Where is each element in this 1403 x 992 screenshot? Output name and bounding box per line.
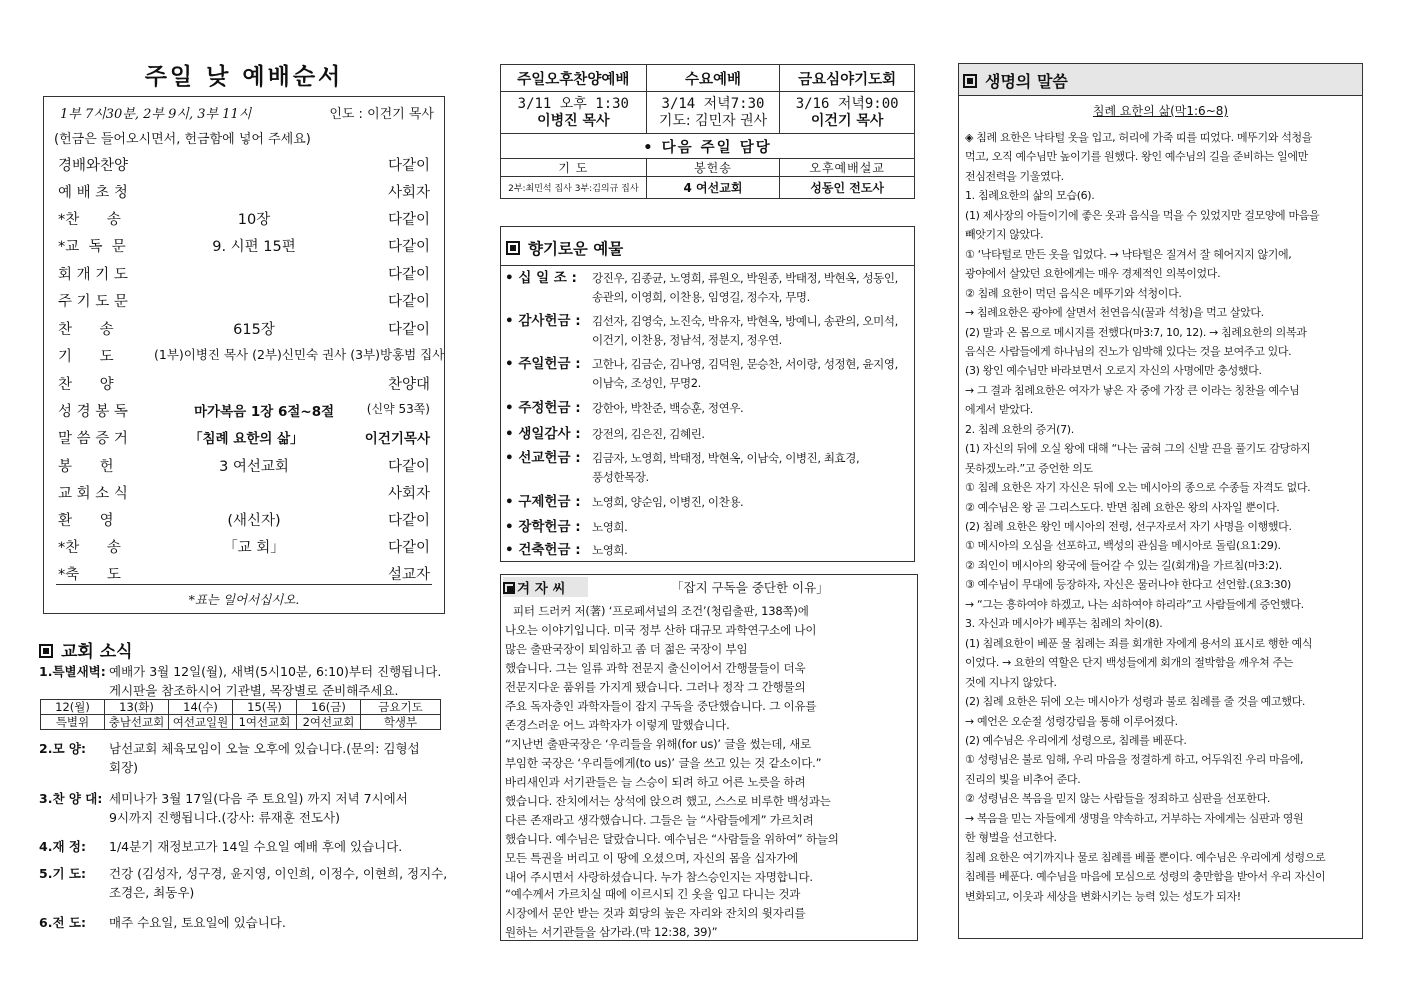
order-label: 찬 양 (58, 377, 114, 393)
order-label: 찬 송 (58, 322, 114, 338)
offering-names: 김선자, 김영숙, 노진숙, 박유자, 박현옥, 방예니, 송관의, 오미석, (592, 314, 898, 328)
mustard-seed-label: 겨 자 씨 (517, 581, 566, 597)
sermon-line: (1) 침례요한이 베푼 물 침례는 죄를 회개한 자에게 용서의 표시로 행한 예식 (965, 636, 1313, 650)
next-role: 기 도 (501, 159, 647, 177)
news-label: 6.전 도: (39, 915, 86, 930)
table-cell: 특별위 (41, 715, 105, 730)
news-text: 조경은, 최동우) (109, 885, 195, 900)
next-role: 오후예배설교 (780, 159, 915, 177)
next-week-heading: • 다음 주일 담당 (501, 134, 915, 159)
offering-category: • 주정헌금 : (505, 400, 581, 416)
dawn-prayer-table (40, 699, 441, 730)
sermon-subtitle: 침례 요한의 삶(막1:6~8) (1092, 104, 1229, 118)
offering-category: • 감사헌금 : (505, 313, 581, 329)
order-label: 성 경 봉 독 (58, 404, 128, 420)
church-news-title: 교회 소식 (61, 642, 133, 662)
schedule-cell (780, 92, 915, 134)
order-performer: 다같이 (387, 212, 430, 228)
order-detail: 3 여선교회 (219, 459, 289, 475)
order-row (44, 536, 444, 563)
schedule-header: 수요예배 (646, 65, 780, 92)
service-leader: 인도 : 이건기 목사 (329, 107, 434, 122)
order-performer: 다같이 (387, 267, 430, 283)
text-line: 많은 출판국장이 퇴임하고 좀 더 젊은 국장이 부임 (505, 642, 748, 656)
schedule-cell (501, 92, 647, 134)
next-role: 봉헌송 (646, 159, 780, 177)
square-bullet-icon (503, 582, 515, 594)
text-line: “지난번 출판국장은 ‘우리들을 위해(for us)’ 글을 썼는데, 새로 (505, 737, 812, 751)
next-person: 2부:최민석 집사 3부:김의규 집사 (501, 177, 647, 199)
word-of-life-title: 생명의 말씀 (985, 72, 1068, 91)
order-row (44, 482, 444, 509)
order-row (44, 373, 444, 400)
order-performer: 다같이 (387, 540, 430, 556)
sermon-line: 3. 자신과 메시아가 베푸는 침례의 차이(8). (965, 617, 1163, 631)
text-line: 부임한 국장은 ‘우리들에게(to us)’ 글을 쓰고 있는 것 같소이다.” (505, 756, 822, 770)
offerings-heading (506, 237, 623, 259)
order-label: 기 도 (58, 349, 114, 365)
offering-names: 강전의, 김은진, 김혜린. (592, 427, 705, 441)
news-text: 9시까지 진행됩니다.(강사: 류재훈 전도사) (109, 810, 341, 825)
news-item (39, 662, 441, 700)
offering-names: 노영희. (592, 543, 628, 557)
table-cell: 14(수) (169, 700, 233, 715)
order-row (44, 181, 444, 208)
table-cell: 2여선교회 (297, 715, 361, 730)
order-performer: 다같이 (387, 239, 430, 255)
sermon-line: 변화되고, 이웃과 세상을 변화시키는 능력 있는 성도가 되자! (965, 889, 1241, 903)
schedule-table (500, 64, 915, 199)
order-performer: 다같이 (387, 322, 430, 338)
sermon-line: ① ‘낙타털로 만든 옷을 입었다. → 낙타털은 질겨서 잘 헤어지지 않기에, (965, 247, 1292, 261)
order-label: *교 독 문 (58, 239, 126, 255)
sermon-line: 에게서 받았다. (965, 403, 1033, 417)
order-row (44, 235, 444, 262)
order-label: *찬 송 (58, 540, 121, 556)
news-text: 남선교회 체육모임이 오늘 오후에 있습니다.(문의: 김형섭 (109, 741, 420, 756)
sermon-line: (2) 침례 요한은 뒤에 오는 메시아가 성령과 불로 침례를 줄 것을 예고했다. (965, 695, 1306, 709)
text-line: 전문지다운 품위를 가지게 됐습니다. 그러나 정작 그 간행물의 (505, 680, 806, 694)
order-performer: 다같이 (387, 294, 430, 310)
worship-order-box (43, 96, 445, 614)
news-item (39, 913, 286, 932)
text-line: “예수께서 가르치실 때에 이르시되 긴 옷을 입고 다니는 것과 (505, 887, 801, 901)
mustard-seed-paragraph (505, 735, 915, 773)
order-label: 교 회 소 식 (58, 486, 128, 502)
sermon-line: ③ 예수님이 무대에 등장하자, 자신은 물러나야 한다고 선언함.(요3:30) (965, 578, 1291, 592)
news-item (39, 864, 447, 902)
schedule-time: 3/16 저녁9:00 (795, 95, 899, 112)
divider (56, 584, 432, 585)
sermon-line: → 침례요한은 광야에 살면서 천연음식(꿀과 석청)을 먹고 살았다. (965, 306, 1264, 320)
order-row (44, 318, 444, 345)
order-performer: 다같이 (387, 158, 430, 174)
order-row (44, 263, 444, 290)
text-line: 바리새인과 서기관들은 늘 스승이 되려 하고 어른 노릇을 하려 (505, 775, 806, 789)
square-bullet-icon (39, 644, 53, 658)
schedule-cell (646, 92, 780, 134)
sermon-line: → 복음을 믿는 자들에게 생명을 약속하고, 거부하는 자에게는 심판과 영원 (965, 811, 1304, 825)
order-row (44, 208, 444, 235)
sermon-line: 빼앗기지 않았다. (965, 228, 1044, 242)
offering-names: 김금자, 노영희, 박태정, 박현옥, 이남숙, 이병진, 최효경, (592, 451, 860, 465)
text-line: 주요 독자층인 과학자들이 잡지 구독을 중단했습니다. 그 이유를 (505, 699, 817, 713)
order-detail: 마가복음 1장 6절~8절 (194, 404, 335, 420)
text-line: 모든 특권을 버리고 이 땅에 오셨으며, 자신의 몸을 십자가에 (505, 851, 798, 865)
sermon-line: ① 침례 요한은 자기 자신은 뒤에 오는 메시아의 종으로 수종들 자격도 없다. (965, 481, 1311, 495)
sermon-line: 침례 요한은 여기까지나 물로 침례를 베풀 뿐이다. 예수님은 우리에게 성령으로 (965, 850, 1326, 864)
news-label: 2.모 양: (39, 741, 86, 756)
order-row (44, 455, 444, 482)
table-cell: 충남선교회 (105, 715, 169, 730)
offerings-title: 향기로운 예물 (528, 240, 624, 258)
order-performer: 사회자 (387, 185, 430, 201)
news-label: 5.기 도: (39, 866, 86, 881)
table-cell: 13(화) (105, 700, 169, 715)
order-row (44, 400, 444, 427)
news-text: 건강 (김성자, 성구경, 윤지영, 이인희, 이정수, 이현희, 정지수, (109, 866, 448, 881)
order-performer: 사회자 (387, 486, 430, 502)
order-label: 회 개 기 도 (58, 267, 128, 283)
order-label: 경배와찬양 (58, 158, 129, 174)
offering-category: • 생일감사 : (505, 426, 581, 442)
text-line: 나오는 이야기입니다. 미국 정부 산하 대규모 과학연구소에 나이 (505, 623, 817, 637)
order-performer: 다같이 (387, 513, 430, 529)
order-row (44, 290, 444, 317)
sermon-line: (2) 침례 요한은 왕인 메시아의 전령, 선구자로서 자기 사명을 이행했다. (965, 520, 1292, 533)
table-cell: 학생부 (361, 715, 441, 730)
offering-names: 고한나, 김금순, 김나영, 김덕원, 문승찬, 서이랑, 성정현, 윤지영, (592, 357, 898, 371)
sermon-line: ◈ 침례 요한은 낙타털 옷을 입고, 허리에 가죽 띠를 띠었다. 메뚜기와 석청을 (965, 131, 1313, 144)
text-line: 시장에서 문안 받는 것과 회당의 높은 자리와 잔치의 윗자리를 (505, 906, 806, 920)
sermon-line: 먹고, 오직 예수님만 높이기를 원했다. 왕인 예수님의 길을 준비하는 일에만 (965, 150, 1308, 164)
offering-category: • 장학헌금 : (505, 519, 581, 535)
order-detail: 「침례 요한의 삶」 (189, 431, 304, 447)
mustard-seed-paragraph (505, 885, 915, 942)
order-label: 환 영 (58, 513, 114, 529)
offering-names: 송관의, 이영희, 이찬용, 임영길, 정수자, 무명. (592, 290, 810, 304)
square-bullet-icon (963, 74, 977, 88)
order-row (44, 509, 444, 536)
offering-category: • 건축헌금 : (505, 542, 581, 558)
schedule-time: 3/11 오후 1:30 (517, 95, 629, 112)
mustard-seed-paragraph (505, 602, 915, 735)
order-row (44, 154, 444, 181)
schedule-header: 주일오후찬양예배 (501, 65, 647, 92)
sermon-line: (3) 왕인 예수님만 바라보면서 오로지 자신의 사명에만 충성했다. (965, 364, 1262, 378)
sermon-line: 한 형벌을 선고한다. (965, 831, 1057, 845)
news-item (39, 837, 402, 856)
news-text: 게시판을 참조하시어 기관별, 목장별로 준비해주세요. (109, 683, 399, 698)
sermon-line: 진리의 빛을 비추어 준다. (965, 772, 1081, 786)
text-line: 했습니다. 그는 일류 과학 전문지 출신이어서 간행물들이 더욱 (505, 661, 806, 675)
news-label: 1.특별새벽: (39, 664, 106, 679)
offering-category: • 구제헌금 : (505, 494, 581, 510)
order-detail: 615장 (233, 322, 275, 338)
sermon-line: (1) 제사장의 아들이기에 좋은 옷과 음식을 먹을 수 있었지만 걸모양에 마음을 (965, 208, 1320, 222)
schedule-person: 이건기 목사 (810, 112, 884, 129)
offering-names: 노영희, 양순임, 이병진, 이찬용. (592, 495, 744, 509)
offering-names: 노영희. (592, 520, 628, 534)
sermon-line: 것에 지나지 않았다. (965, 675, 1057, 689)
order-label: 주 기 도 문 (58, 294, 128, 310)
order-performer: (신약 53쪽) (366, 402, 430, 416)
order-label: 예 배 초 청 (58, 185, 128, 201)
offering-category: • 선교헌금 : (505, 450, 581, 466)
text-line: 존경스러운 어느 과학자가 이렇게 말했습니다. (505, 718, 730, 732)
divider (501, 265, 914, 266)
text-line: 피터 드러커 저(著) ‘프로페셔널의 조건’(청림출판, 138쪽)에 (513, 604, 809, 618)
news-item (39, 739, 420, 777)
sermon-line: 광야에서 살았던 요한에게는 매우 경제적인 의복이었다. (965, 267, 1221, 281)
table-cell: 15(목) (233, 700, 297, 715)
schedule-person: 기도: 김민자 권사 (658, 112, 768, 129)
order-label: 말 씀 증 거 (58, 431, 128, 447)
order-detail: (새신자) (227, 513, 281, 529)
text-line: 내어 주시면서 사랑하셨습니다. 누가 참스승인지는 자명합니다. (505, 870, 813, 884)
sermon-line: (2) 예수님은 우리에게 성령으로, 침례를 베푼다. (965, 733, 1187, 747)
order-label: 봉 헌 (58, 459, 114, 475)
order-detail: 「교 회」 (223, 540, 285, 556)
sermon-line: 1. 침례요한의 삶의 모습(6). (965, 189, 1095, 203)
news-label: 3.찬 양 대: (39, 791, 103, 806)
table-cell: 금요기도 (361, 700, 441, 715)
schedule-header: 금요심야기도회 (780, 65, 915, 92)
sermon-line: (1) 자신의 뒤에 오실 왕에 대해 “나는 굽혀 그의 신발 끈을 풀기도 감당하지 (965, 442, 1311, 456)
text-line: 했습니다. 잔치에서는 상석에 앉으려 했고, 스스로 비루한 백성과는 (505, 794, 831, 808)
mustard-seed-box (500, 574, 918, 941)
offering-names: 강한아, 박찬준, 백승훈, 정연우. (592, 401, 744, 415)
service-times: 1부 7시30분, 2부 9시, 3부 11시 (60, 107, 252, 122)
mustard-seed-heading (503, 577, 588, 597)
offering-names: 풍성한목장. (592, 470, 649, 484)
worship-order-title: 주일 낮 예배순서 (144, 63, 344, 90)
sermon-line: 못하겠노라.”고 증언한 의도 (965, 461, 1093, 475)
news-text: 회장) (109, 760, 139, 775)
schedule-person: 이병진 목사 (537, 112, 610, 129)
table-cell: 여선교일원 (169, 715, 233, 730)
sermon-line: → 그 결과 침례요한은 여자가 낳은 자 중에 가장 큰 이라는 칭찬을 예수님 (965, 383, 1300, 397)
order-label: *축 도 (58, 567, 121, 583)
standing-footnote: *표는 일어서십시오. (188, 592, 300, 607)
sermon-line: 이었다. → 요한의 역할은 단지 백성들에게 회개의 절박함을 깨우쳐 주는 (965, 656, 1294, 670)
sermon-line: ② 죄인이 메시아의 왕국에 들어갈 수 있는 길(회개)을 가르침(마3:2). (965, 558, 1282, 572)
order-detail: (1부)이병진 목사 (2부)신민숙 권사 (3부)방홍범 집사 (154, 347, 445, 362)
offerings-box (500, 226, 915, 562)
offering-names: 이남숙, 조성인, 무명2. (592, 376, 701, 390)
sermon-line: 음식은 사람들에게 하나님의 진노가 임박해 있다는 것을 보여주고 있다. (965, 344, 1292, 358)
sermon-line: 2. 침례 요한의 증거(7). (965, 422, 1074, 436)
order-performer: 찬양대 (387, 377, 430, 393)
sermon-line: ② 침례 요한이 먹던 음식은 메뚜기와 석청이다. (965, 286, 1182, 300)
offering-names: 강진우, 김종균, 노영희, 류원오, 박원종, 박태정, 박현옥, 성동인, (592, 271, 898, 285)
order-performer: 이건기목사 (364, 431, 430, 447)
news-text: 예배가 3월 12일(월), 새벽(5시10분, 6:10)부터 진행됩니다. (109, 664, 442, 679)
sermon-line: → 예언은 오순절 성령강림을 통해 이루어졌다. (965, 714, 1178, 728)
schedule-time: 3/14 저녁7:30 (661, 95, 765, 112)
sermon-line: ① 성령님은 불로 임해, 우리 마음을 정결하게 하고, 어두워진 우리 마음에, (965, 753, 1304, 767)
news-text: 매주 수요일, 토요일에 있습니다. (109, 915, 286, 930)
next-person: 성동인 전도사 (780, 177, 915, 199)
offering-category: • 주일헌금 : (505, 356, 581, 372)
order-detail: 10장 (237, 212, 271, 228)
table-cell: 1여선교회 (233, 715, 297, 730)
sermon-line: (2) 말과 온 몸으로 메시지를 전했다(마3:7, 10, 12). → 침례요한의 의복과 (965, 325, 1307, 339)
word-of-life-heading (963, 69, 1068, 92)
text-line: 했습니다. 예수님은 달랐습니다. 예수님은 “사람들을 위하여” 하늘의 (505, 832, 839, 846)
sermon-line: ② 성령님은 복음을 믿지 않는 사람들을 정죄하고 심판을 선포한다. (965, 792, 1271, 806)
sermon-line: 전심전력을 기울였다. (965, 169, 1064, 183)
text-line: 원하는 서기관들을 삼가라.(막 12:38, 39)” (505, 925, 718, 939)
next-person: 4 여선교회 (646, 177, 780, 199)
offering-names: 이건기, 이찬용, 정남석, 정분지, 정우연. (592, 333, 782, 347)
news-item (39, 789, 408, 827)
order-label: *찬 송 (58, 212, 121, 228)
table-cell: 12(월) (41, 700, 105, 715)
news-text: 1/4분기 재정보고가 14일 수요일 예배 후에 있습니다. (109, 839, 403, 854)
order-performer: 다같이 (387, 459, 430, 475)
table-cell: 16(금) (297, 700, 361, 715)
sermon-line: 침례를 베푼다. 예수님을 마음에 모심으로 성령의 충만함을 받아서 우리 자신이 (965, 870, 1326, 884)
mustard-seed-paragraph (505, 773, 915, 887)
order-row (44, 563, 444, 590)
news-text: 세미나가 3월 17일(다음 주 토요일) 까지 저녁 7시에서 (109, 791, 408, 806)
sermon-line: → “그는 흥하여야 하겠고, 나는 쇠하여야 하리라”고 사람들에게 증언했다. (965, 597, 1304, 611)
order-row (44, 427, 444, 454)
offering-category: • 십 일 조 : (505, 270, 577, 286)
square-bullet-icon (506, 241, 520, 255)
order-row (44, 345, 444, 372)
order-performer: 설교자 (387, 567, 430, 583)
mustard-seed-title: 「잡지 구독을 중단한 이유」 (671, 580, 829, 595)
text-line: 다른 존재라고 생각했습니다. 그들은 늘 “사람들에게” 가르치려 (505, 813, 814, 827)
news-label: 4.재 정: (39, 839, 86, 854)
word-of-life-header (959, 64, 1362, 96)
word-of-life-box (958, 63, 1363, 939)
offering-note: (헌금은 들어오시면서, 헌금함에 넣어 주세요) (54, 132, 311, 147)
order-detail: 9. 시편 15편 (212, 239, 296, 255)
sermon-line: ② 예수님은 왕 곧 그리스도다. 반면 침례 요한은 왕의 사자일 뿐이다. (965, 500, 1280, 514)
sermon-line: ① 메시아의 오심을 선포하고, 백성의 관심을 메시아로 돌림(요1:29). (965, 539, 1281, 553)
church-news-heading (39, 637, 133, 662)
